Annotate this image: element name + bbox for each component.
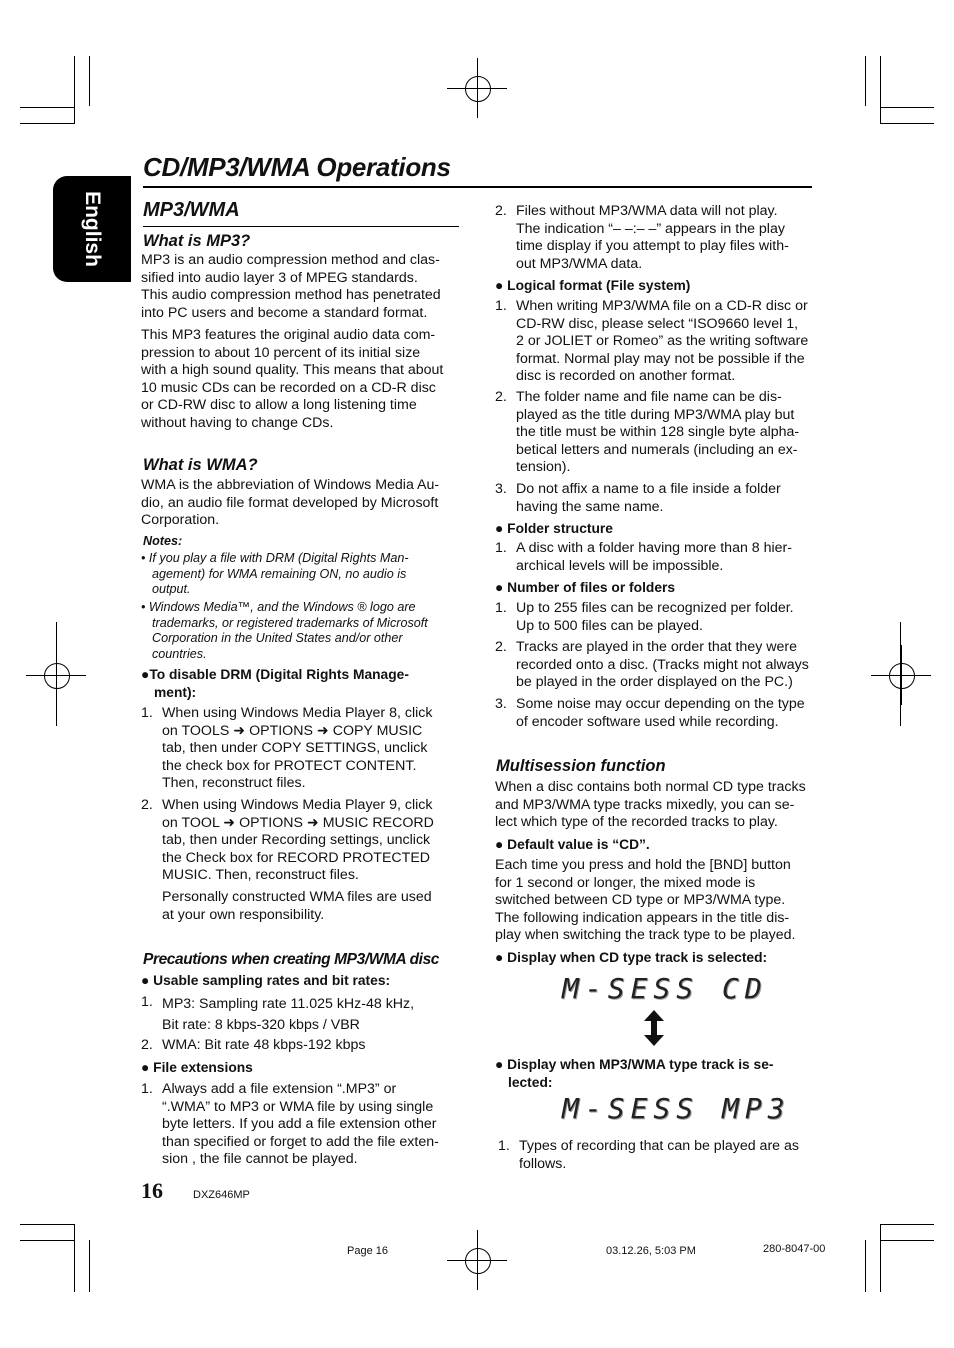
text-line: recorded onto a disc. (Tracks might not always xyxy=(516,656,809,673)
text-line: on TOOLS ➜ OPTIONS ➜ COPY MUSIC xyxy=(162,722,423,739)
text-line: than specified or forget to add the file exten- xyxy=(162,1133,439,1150)
bullet-logical-format: ● Logical format (File system) xyxy=(495,278,691,293)
crop-mark xyxy=(56,622,57,726)
list-number: 2. xyxy=(495,389,507,405)
section-rule xyxy=(143,226,459,227)
bullet-sampling-rates: ● Usable sampling rates and bit rates: xyxy=(141,973,391,988)
page-title: CD/MP3/WMA Operations xyxy=(143,152,451,182)
text-line: tab, then under Recording settings, unclick xyxy=(162,832,431,848)
text-line: This MP3 features the original audio data com- xyxy=(141,327,436,343)
text-line: Up to 255 files can be recognized per folder. xyxy=(516,600,794,616)
crop-mark xyxy=(880,1224,934,1225)
bullet-file-extensions: ● File extensions xyxy=(141,1060,253,1075)
text-line: 10 music CDs can be recorded on a CD-R disc xyxy=(141,379,436,396)
list-number: 1. xyxy=(495,298,507,314)
paragraph-wma-intro xyxy=(141,477,461,530)
list-item-iso9660 xyxy=(516,298,816,386)
print-timestamp: 03.12.26, 5:03 PM xyxy=(606,1245,696,1257)
crop-mark xyxy=(880,1224,881,1292)
bullet-display-mp3 xyxy=(495,1056,815,1091)
text-line: WMA is the abbreviation of Windows Media Au- xyxy=(141,477,440,493)
text-line: This audio compression method has penetrated xyxy=(141,287,441,303)
crop-mark xyxy=(20,1240,74,1241)
text-line: The following indication appears in the title dis- xyxy=(495,909,790,926)
text-line: tension). xyxy=(516,459,571,475)
text-line: be played in the order displayed on the PC.) xyxy=(516,674,793,690)
text-line: Files without MP3/WMA data will not play. xyxy=(516,203,778,219)
list-item-wma-rates: WMA: Bit rate 48 kbps-192 kbps xyxy=(162,1037,366,1053)
heading-precautions: Precautions when creating MP3/WMA disc xyxy=(143,951,440,968)
crop-mark xyxy=(880,56,881,124)
page-number: 16 xyxy=(141,1178,163,1203)
note-trademark xyxy=(141,600,461,662)
text-line: byte letters. If you add a file extension other xyxy=(162,1116,437,1132)
text-line: time display if you attempt to play files with- xyxy=(516,238,789,254)
crop-mark xyxy=(89,56,90,106)
registration-mark-icon xyxy=(871,645,931,705)
text-line: Do not affix a name to a file inside a folder xyxy=(516,481,781,497)
list-number: 2. xyxy=(495,639,507,655)
text-line: at your own responsibility. xyxy=(162,906,325,923)
lcd-display-mp3: M-SESS MP3 xyxy=(562,1092,791,1125)
registration-mark-icon xyxy=(447,1230,507,1290)
list-item-play-order xyxy=(516,639,816,692)
text-line: the title must be within 128 single byte alpha- xyxy=(516,424,800,440)
text-line: ment): xyxy=(154,684,197,700)
text-line: • If you play a file with DRM (Digital Rights Man- xyxy=(141,551,409,565)
text-line: countries. xyxy=(152,646,207,661)
part-number: 280-8047-00 xyxy=(763,1243,826,1255)
text-line: Corporation. xyxy=(141,512,220,528)
text-line: the Check box for RECORD PROTECTED xyxy=(162,849,431,866)
text-line: the check box for PROTECT CONTENT. xyxy=(162,757,417,774)
list-number: 3. xyxy=(495,481,507,497)
double-arrow-icon xyxy=(644,1010,664,1046)
list-item-drm-wmp8 xyxy=(162,705,462,793)
list-item-drm-wmp9 xyxy=(162,797,462,885)
text-line: without having to change CDs. xyxy=(141,414,334,431)
text-line: betical letters and numerals (including an ex- xyxy=(516,441,798,458)
text-line: lected: xyxy=(508,1074,553,1090)
note-drm xyxy=(141,551,461,598)
bullet-number-of-files: ● Number of files or folders xyxy=(495,580,676,595)
text-line: pression to about 10 percent of its initial size xyxy=(141,344,421,361)
text-line: Tracks are played in the order that they were xyxy=(516,639,797,655)
heading-disable-drm xyxy=(141,666,461,701)
text-line: Then, reconstruct files. xyxy=(162,775,306,791)
list-item-title-length xyxy=(516,389,816,477)
crop-mark xyxy=(74,1224,75,1292)
text-line: ●To disable DRM (Digital Rights Manage- xyxy=(141,667,409,682)
crop-mark xyxy=(20,107,74,108)
list-item-same-name xyxy=(516,481,816,516)
list-number: 1. xyxy=(498,1138,510,1154)
text-line: sion , the file cannot be played. xyxy=(162,1151,358,1167)
crop-mark xyxy=(880,123,934,124)
list-number: 1. xyxy=(141,705,153,721)
title-rule xyxy=(143,186,812,188)
list-number: 2. xyxy=(141,1037,153,1053)
list-item-file-extension xyxy=(162,1081,462,1169)
text-line: Some noise may occur depending on the type xyxy=(516,696,805,712)
text-line: and MP3/WMA type tracks mixedly, you can se- xyxy=(495,796,795,813)
text-line: into PC users and become a standard format. xyxy=(141,304,428,321)
text-line: • Windows Media™, and the Windows ® logo are xyxy=(141,600,416,614)
text-line: MP3: Sampling rate 11.025 kHz-48 kHz, xyxy=(162,996,415,1012)
text-line: Each time you press and hold the [BND] button xyxy=(495,857,791,873)
model-number: DXZ646MP xyxy=(193,1189,250,1201)
text-line: having the same name. xyxy=(516,498,664,515)
text-line: format. Normal play may not be possible if the xyxy=(516,350,805,367)
print-page-label: Page 16 xyxy=(347,1245,388,1257)
list-number: 3. xyxy=(495,696,507,712)
text-line: Bit rate: 8 kbps-320 kbps / VBR xyxy=(162,1017,360,1033)
heading-what-is-mp3: What is MP3? xyxy=(143,232,251,250)
language-tab xyxy=(53,176,131,282)
text-line: 2 or JOLIET or Romeo” as the writing software xyxy=(516,333,809,349)
crop-mark xyxy=(880,1240,934,1241)
crop-mark xyxy=(74,56,75,124)
text-line: output. xyxy=(152,582,191,596)
text-line: lect which type of the recorded tracks to play. xyxy=(495,814,778,830)
list-number: 1. xyxy=(141,994,153,1010)
crop-mark xyxy=(865,56,866,106)
lcd-display-cd: M-SESS CD xyxy=(562,972,768,1005)
section-title: MP3/WMA xyxy=(143,199,240,221)
text-line: The folder name and file name can be dis- xyxy=(516,389,782,405)
text-line: sified into audio layer 3 of MPEG standards. xyxy=(141,269,418,286)
text-line: played as the title during MP3/WMA play but xyxy=(516,406,795,423)
list-number: 2. xyxy=(495,203,507,219)
list-item-mp3-rates xyxy=(162,994,462,1036)
paragraph-mp3-intro xyxy=(141,252,461,322)
paragraph-multisession xyxy=(495,779,815,832)
text-line: When a disc contains both normal CD type tracks xyxy=(495,779,806,795)
text-line: switched between CD type or MP3/WMA type. xyxy=(495,892,786,908)
list-item-recording-types xyxy=(519,1138,819,1173)
list-item-noise xyxy=(516,696,816,731)
crop-mark xyxy=(865,1240,866,1292)
paragraph-responsibility xyxy=(162,889,462,924)
text-line: Corporation in the United States and/or other xyxy=(152,631,403,645)
text-line: trademarks, or registered trademarks of Microsoft xyxy=(152,615,428,630)
text-line: ● Display when MP3/WMA type track is se- xyxy=(495,1057,774,1072)
text-line: follows. xyxy=(519,1155,567,1172)
text-line: When using Windows Media Player 9, click xyxy=(162,797,433,813)
text-line: When using Windows Media Player 8, click xyxy=(162,705,433,721)
text-line: Always add a file extension “.MP3” or xyxy=(162,1081,397,1097)
text-line: out MP3/WMA data. xyxy=(516,255,643,272)
text-line: Types of recording that can be played are as xyxy=(519,1138,799,1154)
text-line: play when switching the track type to be played. xyxy=(495,927,796,943)
text-line: CD-RW disc, please select “ISO9660 level 1, xyxy=(516,315,799,332)
crop-mark xyxy=(89,1240,90,1292)
text-line: of encoder software used while recording. xyxy=(516,713,779,730)
text-line: archical levels will be impossible. xyxy=(516,557,724,574)
text-line: dio, an audio file format developed by Microsoft xyxy=(141,494,439,511)
text-line: for 1 second or longer, the mixed mode is xyxy=(495,874,756,891)
crop-mark xyxy=(20,123,74,124)
crop-mark xyxy=(20,1224,74,1225)
crop-mark xyxy=(900,622,901,726)
paragraph-mp3-detail xyxy=(141,327,461,432)
list-number: 1. xyxy=(141,1081,153,1097)
notes-label: Notes: xyxy=(143,534,183,548)
list-number: 2. xyxy=(141,797,153,813)
text-line: “.WMA” to MP3 or WMA file by using single xyxy=(162,1098,434,1115)
text-line: agement) for WMA remaining ON, no audio is xyxy=(152,566,407,581)
text-line: A disc with a folder having more than 8 hier- xyxy=(516,540,793,556)
paragraph-bnd-button xyxy=(495,857,815,945)
text-line: The indication “– –:– –” appears in the play xyxy=(516,220,785,237)
list-number: 1. xyxy=(495,540,507,556)
list-item-no-data xyxy=(516,203,816,273)
heading-what-is-wma: What is WMA? xyxy=(143,456,258,474)
crop-mark xyxy=(880,107,934,108)
list-number: 1. xyxy=(495,600,507,616)
text-line: MUSIC. Then, reconstruct files. xyxy=(162,867,359,883)
text-line: on TOOL ➜ OPTIONS ➜ MUSIC RECORD xyxy=(162,814,434,831)
language-tab-label: English xyxy=(81,191,104,267)
text-line: When writing MP3/WMA file on a CD-R disc or xyxy=(516,298,808,314)
text-line: Up to 500 files can be played. xyxy=(516,617,703,634)
bullet-default-value: ● Default value is “CD”. xyxy=(495,837,650,852)
text-line: tab, then under COPY SETTINGS, unclick xyxy=(162,740,428,756)
bullet-folder-structure: ● Folder structure xyxy=(495,521,613,536)
text-line: MP3 is an audio compression method and clas- xyxy=(141,252,440,268)
registration-mark-icon xyxy=(447,58,507,118)
list-item-hierarchy xyxy=(516,540,816,575)
list-item-file-limits xyxy=(516,600,816,635)
heading-multisession: Multisession function xyxy=(496,757,666,775)
bullet-display-cd: ● Display when CD type track is selected: xyxy=(495,950,768,965)
text-line: Personally constructed WMA files are used xyxy=(162,889,432,905)
text-line: disc is recorded on another format. xyxy=(516,368,736,384)
text-line: with a high sound quality. This means that about xyxy=(141,362,444,378)
text-line: or CD-RW disc to allow a long listening time xyxy=(141,397,417,413)
